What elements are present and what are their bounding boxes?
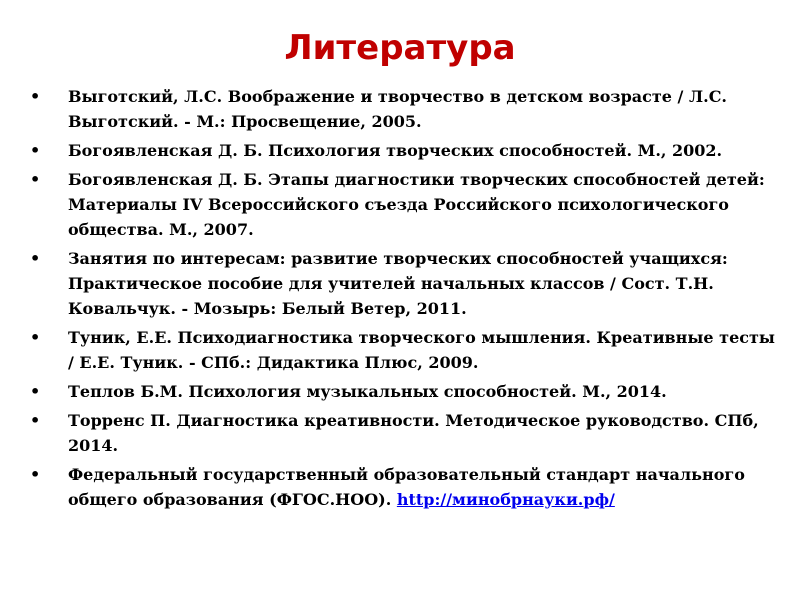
- bullet-icon: •: [30, 465, 41, 484]
- list-item: [30, 246, 780, 321]
- bullet-icon: •: [30, 328, 41, 347]
- bullet-icon: •: [30, 87, 41, 106]
- list-item: [30, 408, 780, 458]
- bullet-icon: •: [30, 382, 41, 401]
- reference-text: Торренс П. Диагностика креативности. Методическое руководство. СПб, 2014.: [68, 411, 759, 455]
- list-item: [30, 379, 780, 404]
- reference-text: Богоявленская Д. Б. Этапы диагностики творческих способностей детей: Материалы IV Всероссийского съезда Российского психологического общества. М., 2007.: [68, 170, 765, 239]
- bullet-icon: •: [30, 170, 41, 189]
- bullet-icon: •: [30, 411, 41, 430]
- fgos-link[interactable]: http://минобрнауки.рф/: [396, 490, 615, 509]
- reference-text: Туник, Е.Е. Психодиагностика творческого мышления. Креативные тесты / Е.Е. Туник. - СПб.: Дидактика Плюс, 2009.: [68, 328, 775, 372]
- page-title: Литература: [284, 28, 516, 68]
- list-item: [30, 325, 780, 375]
- list-item: [30, 462, 780, 512]
- bullet-icon: •: [30, 249, 41, 268]
- reference-list: [30, 84, 780, 516]
- reference-text: Федеральный государственный образовательный стандарт начального общего образования (ФГОС.НОО).: [68, 465, 745, 509]
- reference-text: Занятия по интересам: развитие творческих способностей учащихся: Практическое пособие для учителей начальных классов / Сост. Т.Н. Ковальчук. - Мозырь: Белый Ветер, 2011.: [68, 249, 728, 318]
- reference-text: Богоявленская Д. Б. Психология творческих способностей. М., 2002.: [68, 141, 723, 160]
- list-item: [30, 167, 780, 242]
- bullet-icon: •: [30, 141, 41, 160]
- reference-text: Теплов Б.М. Психология музыкальных способностей. М., 2014.: [68, 382, 667, 401]
- reference-text: Выготский, Л.С. Воображение и творчество в детском возрасте / Л.С. Выготский. - М.: Просвещение, 2005.: [68, 87, 727, 131]
- list-item: [30, 84, 780, 134]
- list-item: [30, 138, 780, 163]
